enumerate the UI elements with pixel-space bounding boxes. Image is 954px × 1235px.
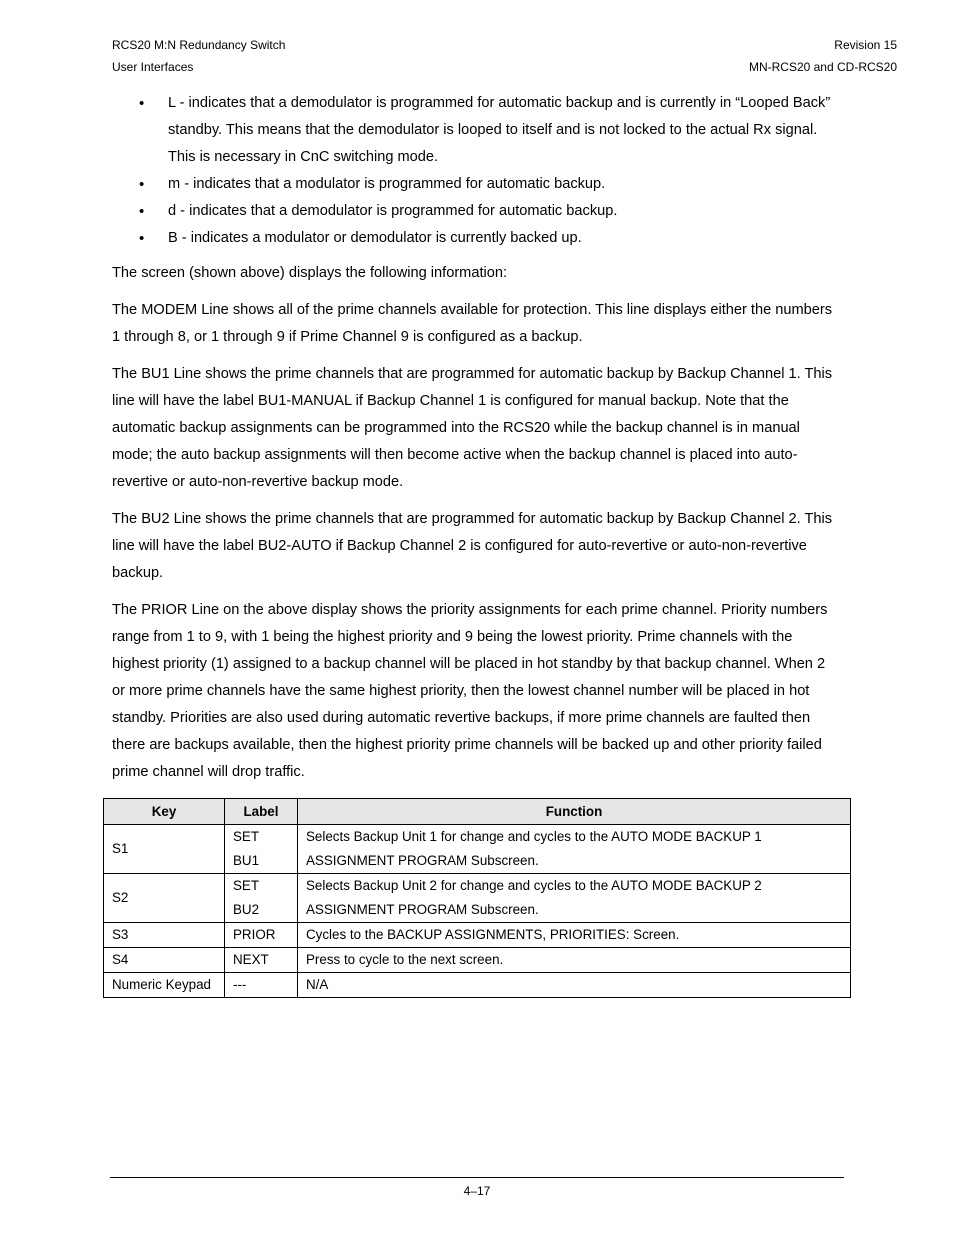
header-function: Function (298, 799, 851, 825)
header-key: Key (104, 799, 225, 825)
cell-key: S3 (104, 923, 225, 948)
header-doc-title: RCS20 M:N Redundancy Switch (112, 38, 286, 52)
indicator-text: - indicates that a demodulator is programmed for automatic backup. (176, 203, 618, 219)
cell-function: Selects Backup Unit 1 for change and cycles to the AUTO MODE BACKUP 1 ASSIGNMENT PROGRAM Subscreen. (298, 825, 851, 874)
list-item (112, 171, 842, 198)
label-line: SET (233, 829, 260, 844)
table-row (104, 874, 851, 923)
indicator-code: m (168, 176, 181, 192)
header-doc-number: MN-RCS20 and CD-RCS20 (748, 60, 897, 74)
paragraph-prior-line: The PRIOR Line on the above display shows the priority assignments for each prime channel. Priority numbers range from 1 to 9, with 1 being the highest priority and 9 being the lowest priority. Prime channels with the highest priority (1) assigned to a backup channel will be placed in hot standby by that backup channel. When 2 or more prime channels have the same highest priority, then the lowest channel number will be placed in hot standby. Priorities are also used during automatic revertive backups, if more prime channels are faulted then there are backups available, then the highest priority prime channels will be backed up and other priority failed prime channel will drop traffic. (112, 602, 828, 780)
list-item (112, 225, 842, 252)
label-line: BU1 (233, 853, 260, 868)
cell-label: --- (225, 973, 298, 998)
cell-function: Cycles to the BACKUP ASSIGNMENTS, PRIORITIES: Screen. (298, 923, 851, 948)
list-item (112, 198, 842, 225)
list-item (112, 90, 842, 171)
footer-divider (110, 1177, 844, 1178)
header-revision: Revision 15 (834, 38, 897, 52)
cell-key: S4 (104, 948, 225, 973)
label-line: SET (233, 878, 260, 893)
indicator-code: d (168, 203, 177, 219)
paragraph-bu1-line: The BU1 Line shows the prime channels that are programmed for automatic backup by Backup Channel 1. This line will have the label BU1-MANUAL if Backup Channel 1 is configured for manual backup. Note that the automatic backup assignments can be programmed into the RCS20 while the backup channel is in manual mode; the auto backup assignments will then become active when the backup channel is placed into auto-revertive or auto-non-revertive backup mode. (112, 366, 833, 490)
table-row (104, 923, 851, 948)
page-number: 4–17 (463, 1184, 491, 1198)
label-line: BU2 (233, 902, 260, 917)
cell-label (225, 874, 298, 923)
body-content (112, 90, 842, 796)
paragraph-bu2-line: The BU2 Line shows the prime channels that are programmed for automatic backup by Backup Channel 2. This line will have the label BU2-AUTO if Backup Channel 2 is configured for auto-revertive or auto-non-revertive backup. (112, 511, 833, 581)
cell-label: NEXT (225, 948, 298, 973)
table-row (104, 825, 851, 874)
table-header-row (104, 799, 851, 825)
cell-label: PRIOR (225, 923, 298, 948)
indicator-code: L (168, 95, 176, 111)
table-row (104, 973, 851, 998)
cell-key: S1 (104, 825, 225, 874)
indicator-text: - indicates a modulator or demodulator is currently backed up. (177, 230, 582, 246)
paragraph-modem-line: The MODEM Line shows all of the prime channels available for protection. This line displays either the numbers 1 through 8, or 1 through 9 if Prime Channel 9 is configured as a backup. (112, 302, 833, 345)
table-row (104, 948, 851, 973)
cell-function: Press to cycle to the next screen. (298, 948, 851, 973)
cell-key: S2 (104, 874, 225, 923)
paragraph-intro: The screen (shown above) displays the following information: (112, 265, 508, 281)
cell-key: Numeric Keypad (104, 973, 225, 998)
cell-label (225, 825, 298, 874)
indicator-code: B (168, 230, 178, 246)
header-label: Label (225, 799, 298, 825)
key-function-table (103, 798, 851, 998)
cell-function: N/A (298, 973, 851, 998)
indicator-text: - indicates that a demodulator is programmed for automatic backup and is currently in “Looped Back” standby. This means that the demodulator is looped to itself and is not locked to the actual Rx signal. This is necessary in CnC switching mode. (168, 95, 831, 165)
cell-function: Selects Backup Unit 2 for change and cycles to the AUTO MODE BACKUP 2 ASSIGNMENT PROGRAM Subscreen. (298, 874, 851, 923)
indicator-list (112, 90, 842, 252)
header-section: User Interfaces (112, 60, 194, 74)
indicator-text: - indicates that a modulator is programmed for automatic backup. (180, 176, 606, 192)
